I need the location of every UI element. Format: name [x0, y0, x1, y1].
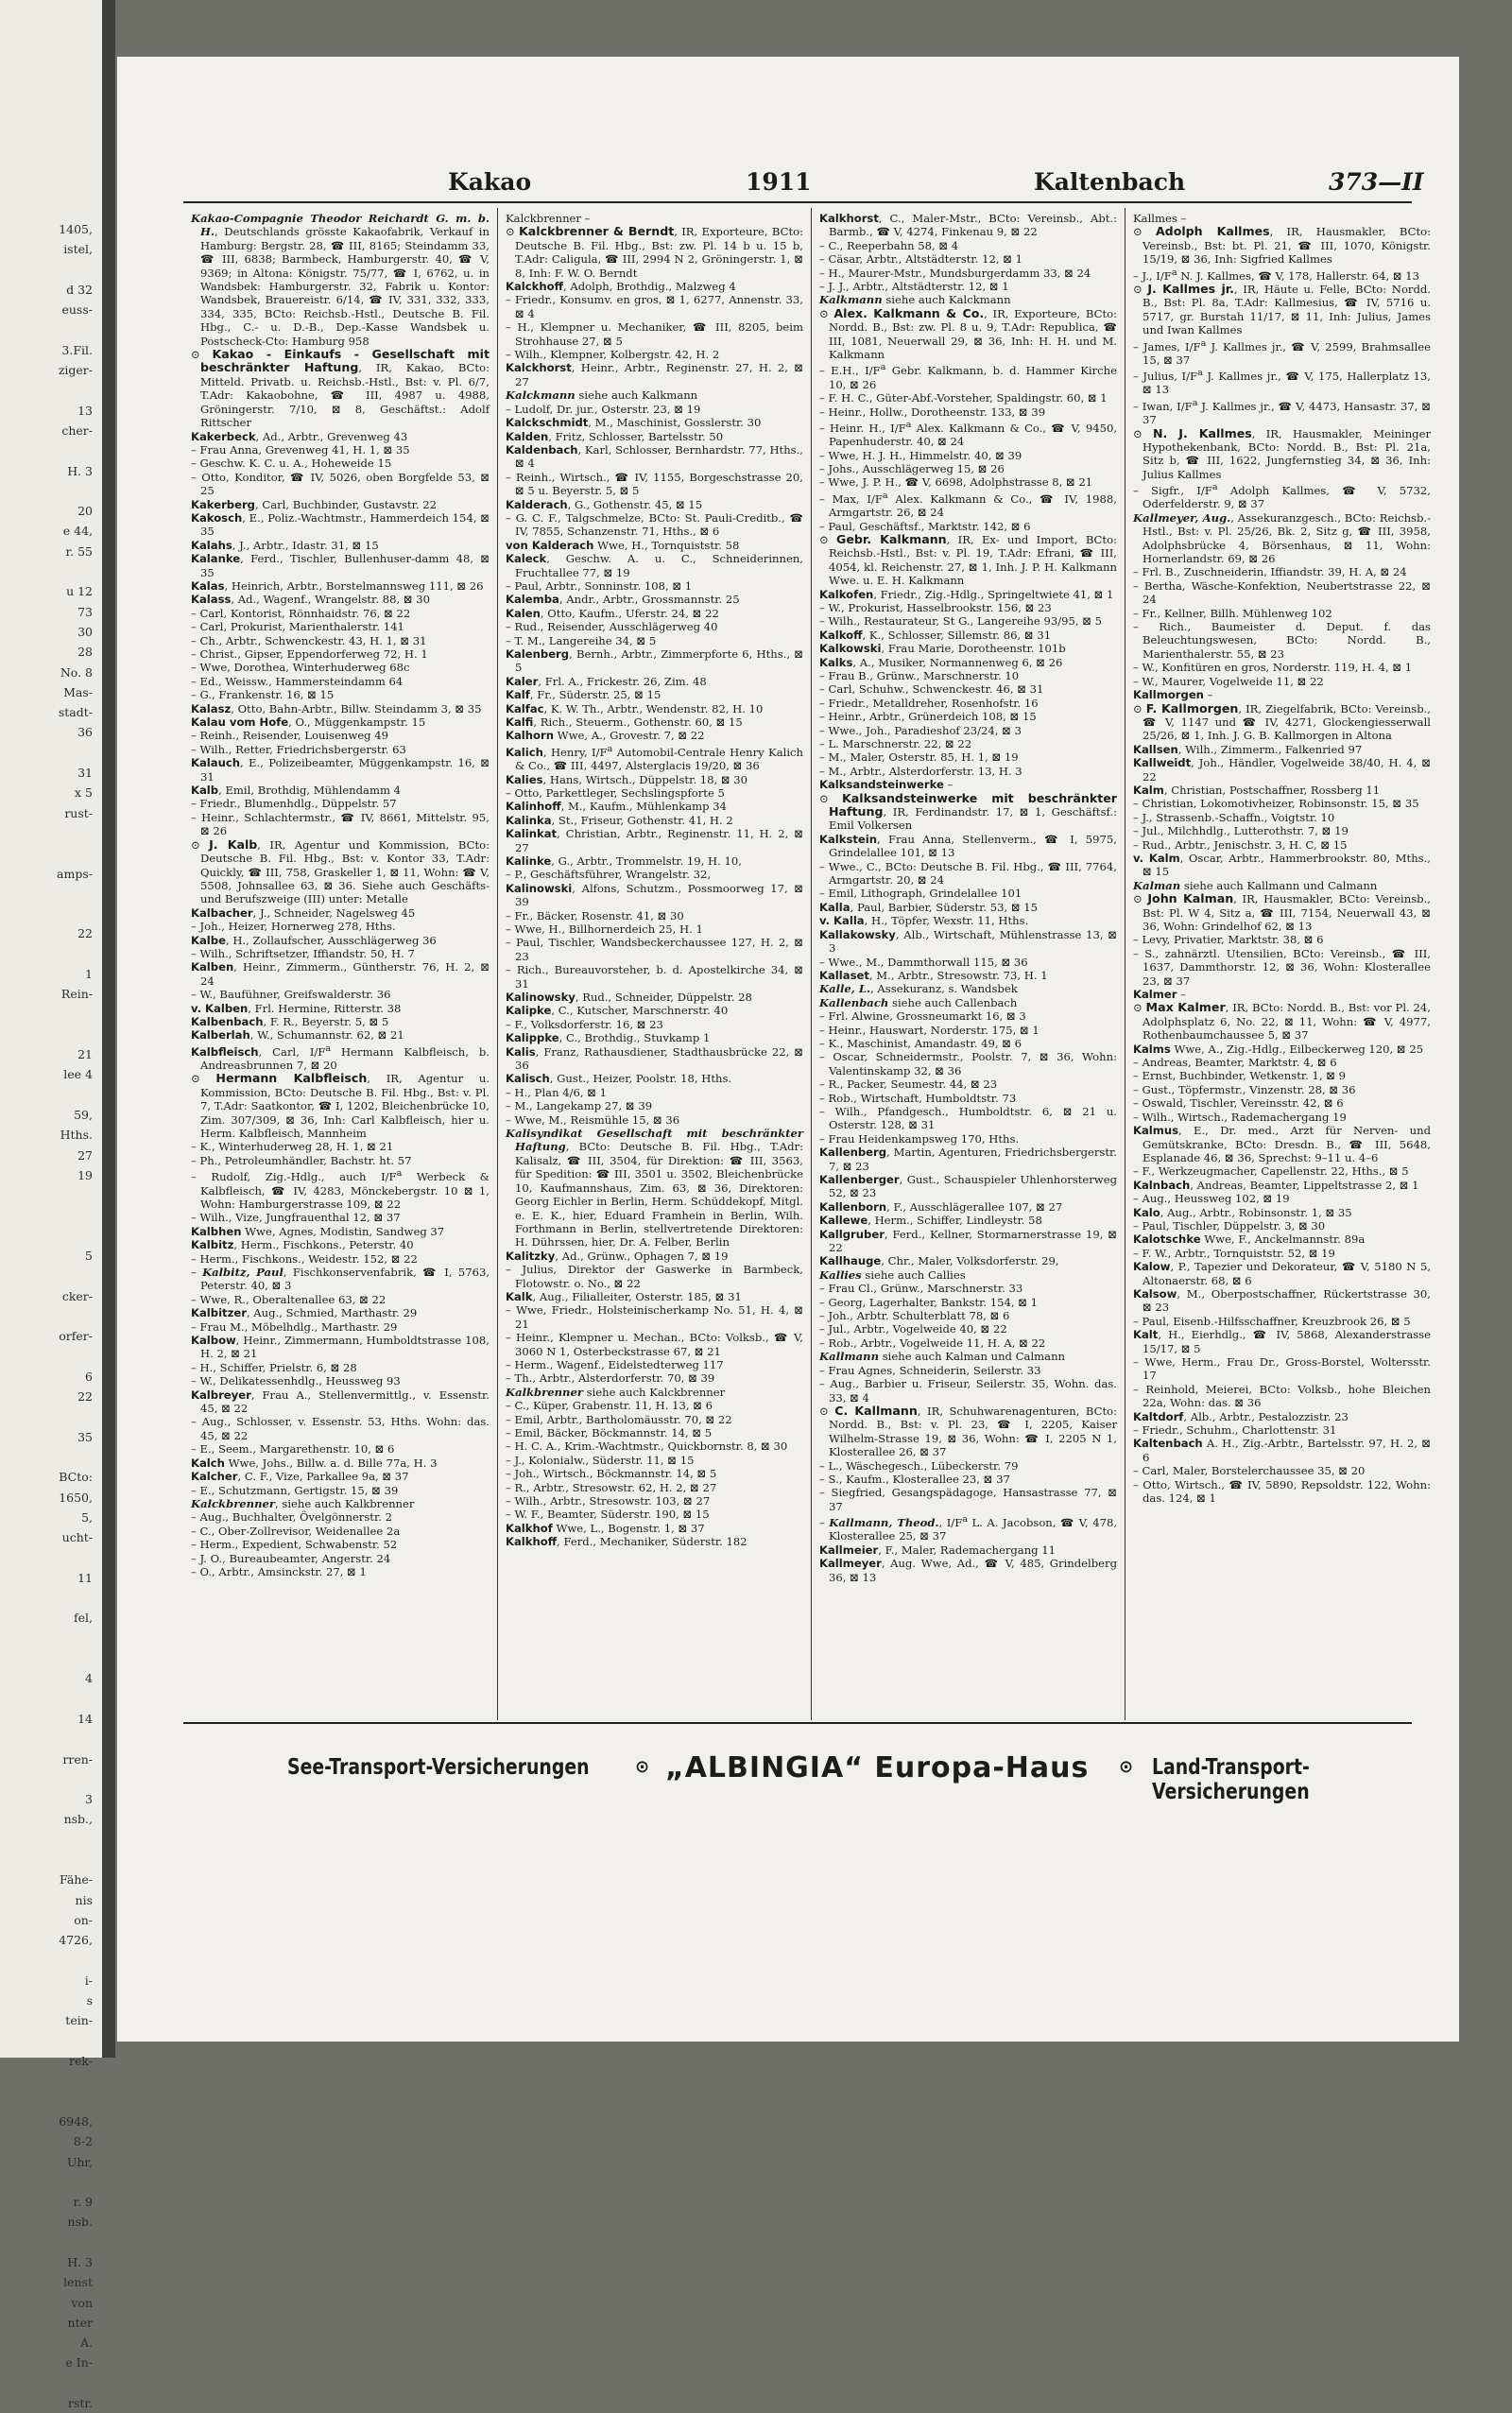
directory-entry: – Emil, Lithograph, Grindelallee 101 [819, 887, 1022, 901]
page-number: 373—II [1329, 168, 1424, 196]
directory-entry: Kalderach, G., Gothenstr. 45, ⊠ 15 [506, 497, 703, 511]
directory-entry: – Gust., Töpfermstr., Vinzenstr. 28, ⊠ 36 [1133, 1082, 1356, 1096]
directory-entry: – L., Wäschegesch., Lübeckerstr. 79 [819, 1458, 1019, 1473]
directory-entry: ⊙ F. Kallmorgen, IR, Ziegelfabrik, BCto: Vereinsb., ☎ V, 1147 und ☎ IV, 4271, Glockengiesserwall 25/26, ⊠ 1, Inh. J. G. B. Kallmorgen in Altona [1133, 700, 1431, 743]
directory-entry: Kallmeyer, Aug. Wwe, Ad., ☎ V, 485, Grindelberg 36, ⊠ 13 [819, 1557, 1117, 1584]
directory-entry: – F. W., Arbtr., Tornquiststr. 52, ⊠ 19 [1133, 1246, 1335, 1260]
directory-entry: Kalkmann siehe auch Kalckmann [819, 293, 1011, 307]
directory-entry: Kallhauge, Chr., Maler, Volksdorferstr. 29, [819, 1254, 1059, 1268]
directory-entry: – Friedr., Schuhm., Charlottenstr. 31 [1133, 1423, 1337, 1438]
directory-entry: Kalben, Heinr., Zimmerm., Güntherstr. 76, H. 2, ⊠ 24 [191, 960, 490, 988]
directory-entry: – C., Ober-Zollrevisor, Weidenallee 2a [191, 1524, 401, 1538]
directory-entry: Kalhorn Wwe, A., Grovestr. 7, ⊠ 22 [506, 729, 705, 743]
directory-entry: Kallenberger, Gust., Schauspieler Uhlenhorsterweg 52, ⊠ 23 [819, 1173, 1117, 1200]
directory-entry: – C., Küper, Grabenstr. 11, H. 13, ⊠ 6 [506, 1399, 713, 1413]
directory-entry: Kalotschke Wwe, F., Anckelmannstr. 89a [1133, 1232, 1366, 1247]
directory-entry: Kalbfleisch, Carl, $I/F^a$ Hermann Kalbfleisch, b. Andreasbrunnen 7, ⊠ 20 [191, 1043, 490, 1073]
directory-entry: Kakerberg, Carl, Buchbinder, Gustavstr. 22 [191, 497, 438, 511]
directory-entry: Kallsen, Wilh., Zimmerm., Falkenried 97 [1133, 742, 1363, 756]
circle-dot-icon: ⊙ [635, 1757, 650, 1777]
directory-entry: ⊙ Max Kalmer, IR, BCto: Nordd. B., Bst: vor Pl. 24, Adolphsplatz 6, No. 22, ⊠ 11, Wohn: ☎ V, 4977, Rothenbaumchaussee 5, ⊠ 37 [1133, 1000, 1431, 1043]
directory-entry: – K., Winterhuderweg 28, H. 1, ⊠ 21 [191, 1140, 394, 1154]
directory-entry: – Aug., Schlosser, v. Essenstr. 53, Hths. Wohn: das. 45, ⊠ 22 [191, 1415, 490, 1442]
directory-entry: Kalckmann siehe auch Kalkmann [506, 388, 698, 403]
directory-entry: – P., Geschäftsführer, Wrangelstr. 32, [506, 868, 712, 882]
directory-entry: Kalkowski, Frau Marie, Dorotheenstr. 101b [819, 642, 1066, 656]
directory-entry: v. Kalben, Frl. Hermine, Ritterstr. 38 [191, 1001, 402, 1015]
directory-entry: Kalckschmidt, M., Maschinist, Gosslerstr. 30 [506, 416, 762, 430]
directory-entry: Kallies siehe auch Callies [819, 1267, 966, 1282]
directory-entry: – Herm., Fischkons., Weidestr. 152, ⊠ 22 [191, 1251, 418, 1266]
directory-entry: Kalberlah, W., Schumannstr. 62, ⊠ 21 [191, 1028, 404, 1043]
directory-entry: Kalbitz, Herm., Fischkons., Peterstr. 40 [191, 1238, 414, 1252]
directory-entry: Kalckbrenner, siehe auch Kalkbrenner [191, 1496, 415, 1510]
column-1 [183, 208, 497, 1720]
directory-entry: Kalfi, Rich., Steuerm., Gothenstr. 60, ⊠ 15 [506, 715, 743, 730]
directory-entry: Kalow, P., Tapezier und Dekorateur, ☎ V, 5180 N 5, Altonaerstr. 68, ⊠ 6 [1133, 1260, 1431, 1287]
directory-entry: Kalkhoff, Ferd., Mechaniker, Süderstr. 182 [506, 1535, 747, 1549]
directory-entry: Kalsow, M., Oberpostschaffner, Rückertstrasse 30, ⊠ 23 [1133, 1286, 1431, 1315]
directory-columns [183, 208, 1440, 1720]
directory-entry: Kakosch, E., Poliz.-Wachtmstr., Hammerdeich 154, ⊠ 35 [191, 510, 490, 539]
directory-entry: Kalisch, Gust., Heizer, Poolstr. 18, Hths. [506, 1072, 732, 1086]
directory-entry: – Heinr., Hauswart, Norderstr. 175, ⊠ 1 [819, 1023, 1040, 1037]
directory-entry: – W. F., Beamter, Süderstr. 190, ⊠ 15 [506, 1508, 710, 1522]
directory-entry: ⊙ Kalckbrenner & Berndt, IR, Exporteure, BCto: Deutsche B. Fil. Hbg., Bst: zw. Pl. 14 b u. 15 b, T.Adr: Caligula, ☎ III, 2994 N 2, Gröningerstr. 1, ⊠ 8, Inh: F. W. O. Berndt [506, 224, 803, 280]
directory-entry: Kalinke, G., Arbtr., Trommelstr. 19, H. 10, [506, 853, 742, 868]
directory-entry: – Wwe, R., Oberaltenallee 63, ⊠ 22 [191, 1292, 387, 1306]
directory-entry: – H., Plan 4/6, ⊠ 1 [506, 1085, 608, 1099]
directory-entry: – W., Delikatessenhdlg., Heussweg 93 [191, 1374, 401, 1388]
directory-entry: Kalis, Franz, Rathausdiener, Stadthausbrücke 22, ⊠ 36 [506, 1044, 803, 1073]
directory-entry: Kalm, Christian, Postschaffner, Rossberg 11 [1133, 783, 1381, 797]
directory-entry: ⊙ Gebr. Kalkmann, IR, Ex- und Import, BCto: Reichsb.-Hstl., Bst: v. Pl. 19, T.Adr: Efrani, ☎ III, 4054, kl. Reichenstr. 27, ⊠ 1, Inh. J. P. H. Kalkmann Wwe. u. E. H. Kalkmann [819, 531, 1117, 588]
directory-entry: – H., Maurer-Mstr., Mundsburgerdamm 33, ⊠ 24 [819, 266, 1091, 280]
column-3 [811, 208, 1125, 1720]
header-right-keyword: Kaltenbach [1034, 168, 1186, 196]
directory-entry: – J. J., Arbtr., Altstädterstr. 12, ⊠ 1 [819, 280, 1009, 294]
directory-entry: – Siegfried, Gesangspädagoge, Hansastrasse 77, ⊠ 37 [819, 1486, 1117, 1513]
directory-entry: Kalo, Aug., Arbtr., Robinsonstr. 1, ⊠ 35 [1133, 1205, 1352, 1219]
directory-entry: – Frau Agnes, Schneiderin, Seilerstr. 33 [819, 1363, 1041, 1377]
previous-page-edge [0, 0, 105, 2411]
directory-entry: – Carl, Kontorist, Rönnhaidstr. 76, ⊠ 22 [191, 606, 411, 620]
directory-entry: – J., Kolonialw., Süderstr. 11, ⊠ 15 [506, 1453, 695, 1467]
directory-entry: ⊙ J. Kalb, IR, Agentur und Kommission, BCto: Deutsche B. Fil. Hbg., Bst: v. Kontor 33, T.Adr: Quickly, ☎ III, 758, Graskeller 1, ⊠ 11, Wohn: ☎ V, 5508, Johnsallee 63, ⊠ 36. Siehe auch Geschäfts- und Berufszweige (III) unter: Metalle [191, 836, 490, 906]
directory-entry: Kalas, Heinrich, Arbtr., Borstelmannsweg 111, ⊠ 26 [191, 578, 484, 593]
directory-entry: – Wwe, H. J. H., Himmelstr. 40, ⊠ 39 [819, 448, 1022, 462]
directory-entry: – Joh., Heizer, Hornerweg 278, Hths. [191, 920, 396, 934]
directory-entry: – Rud., Reisender, Ausschlägerweg 40 [506, 620, 718, 634]
footer-rule [183, 1722, 1412, 1724]
directory-entry: Kalahs, J., Arbtr., Idastr. 31, ⊠ 15 [191, 538, 379, 552]
directory-entry: – Carl, Schuhw., Schwenckestr. 46, ⊠ 31 [819, 682, 1044, 697]
directory-entry: Kaltdorf, Alb., Arbtr., Pestalozzistr. 23 [1133, 1409, 1349, 1423]
directory-entry: – Paul, Eisenb.-Hilfsschaffner, Kreuzbrook 26, ⊠ 5 [1133, 1314, 1411, 1328]
directory-entry: – Christ., Gipser, Eppendorferweg 72, H. 1 [191, 647, 428, 661]
directory-entry: Kalen, Otto, Kaufm., Uferstr. 24, ⊠ 22 [506, 606, 719, 620]
directory-entry: Kalkofen, Friedr., Zig.-Hdlg., Springeltwiete 41, ⊠ 1 [819, 587, 1114, 601]
directory-entry: Kalinhoff, M., Kaufm., Mühlenkamp 34 [506, 800, 727, 814]
directory-entry: – J., Strassenb.-Schaffn., Voigtstr. 10 [1133, 810, 1335, 824]
directory-entry: – Carl, Prokurist, Marienthalerstr. 141 [191, 620, 404, 634]
directory-entry: – Wilh., Klempner, Kolbergstr. 42, H. 2 [506, 348, 720, 362]
directory-entry: – Ernst, Buchbinder, Wetkenstr. 1, ⊠ 9 [1133, 1069, 1347, 1083]
directory-entry: – E., Schutzmann, Gertigstr. 15, ⊠ 39 [191, 1483, 399, 1497]
directory-entry: – Paul, Geschäftsf., Marktstr. 142, ⊠ 6 [819, 519, 1031, 533]
directory-entry: Kalbitzer, Aug., Schmied, Marthastr. 29 [191, 1306, 418, 1320]
directory-entry: – Wwe, Friedr., Holsteinischerkamp No. 51, H. 4, ⊠ 21 [506, 1303, 803, 1331]
directory-entry: – F. H. C., Güter-Abf.-Vorsteher, Spaldingstr. 60, ⊠ 1 [819, 391, 1108, 405]
header-rule [183, 201, 1412, 203]
directory-entry: Kalenberg, Bernh., Arbtr., Zimmerpforte 6, Hths., ⊠ 5 [506, 647, 803, 675]
previous-page-fragments: 1405, istel, d 32 euss- 3.Fil. ziger- 13 cher- H. 3 20 e 44, r. 55 u 12 73 30 28 No. 8 Mas- stadt- 36 31 x 5 rust- amps- 22 1 Rein- 21 lee 4 59, Hths. 27 19 5 cker- orfer- 6 22 35 BCto: 1650, 5, ucht- 11 fel, 4 14 rren- 3 nsb., Fähe- nis on- 4726, i- s tein- rek- 6948, 8-2 Uhr, r. 9 nsb. H. 3 lenst von nter A. e In- rstr. [57, 222, 93, 2411]
directory-entry: Kallenbach siehe auch Callenbach [819, 995, 1018, 1009]
directory-entry: Kallaset, M., Arbtr., Stresowstr. 73, H. 1 [819, 968, 1048, 982]
directory-entry: – O., Arbtr., Amsinckstr. 27, ⊠ 1 [191, 1564, 367, 1578]
directory-entry: – H. C. A., Krim.-Wachtmstr., Quickbornstr. 8, ⊠ 30 [506, 1439, 788, 1454]
directory-entry: Kalanke, Ferd., Tischler, Bullenhuser-damm 48, ⊠ 35 [191, 552, 490, 579]
directory-entry: Kalkhorst, C., Maler-Mstr., BCto: Vereinsb., Abt.: Barmb., ☎ V, 4274, Finkenau 9, ⊠ 22 [819, 212, 1117, 239]
directory-entry: – Georg, Lagerhalter, Bankstr. 154, ⊠ 1 [819, 1295, 1039, 1309]
directory-entry: – Carl, Maler, Borstelerchaussee 35, ⊠ 20 [1133, 1464, 1366, 1478]
directory-page [115, 57, 1459, 2042]
directory-entry: Kalinowski, Alfons, Schutzm., Possmoorweg 17, ⊠ 39 [506, 881, 803, 909]
directory-entry: v. Kalla, H., Töpfer, Wexstr. 11, Hths. [819, 914, 1029, 928]
directory-entry: Kaleck, Geschw. A. u. C., Schneiderinnen, Fruchtallee 77, ⊠ 19 [506, 552, 803, 579]
directory-entry: – Aug., Barbier u. Friseur, Seilerstr. 35, Wohn. das. 33, ⊠ 4 [819, 1377, 1117, 1405]
directory-entry: – Th., Arbtr., Alsterdorferstr. 70, ⊠ 39 [506, 1371, 715, 1386]
directory-entry: – Paul, Tischler, Wandsbeckerchaussee 127, H. 2, ⊠ 23 [506, 936, 803, 963]
directory-entry: Kalch Wwe, Johs., Billw. a. d. Bille 77a, H. 3 [191, 1456, 438, 1470]
directory-entry: Kalman siehe auch Kallmann und Calmann [1133, 878, 1378, 892]
directory-entry: – F., Volksdorferstr. 16, ⊠ 23 [506, 1017, 663, 1031]
directory-entry: – Ed., Weissw., Hammersteindamm 64 [191, 674, 404, 688]
directory-entry: – L. Marschnerstr. 22, ⊠ 22 [819, 737, 972, 751]
footer-right-text: Land-Transport-Versicherungen [1152, 1755, 1310, 1804]
directory-entry: Kalnbach, Andreas, Beamter, Lippeltstrasse 2, ⊠ 1 [1133, 1178, 1419, 1192]
directory-entry: – R., Packer, Seumestr. 44, ⊠ 23 [819, 1077, 998, 1092]
directory-entry: – Jul., Arbtr., Vogelweide 40, ⊠ 22 [819, 1322, 1007, 1336]
directory-entry: – Wwe, J. P. H., ☎ V, 6698, Adolphstrasse 8, ⊠ 21 [819, 475, 1093, 490]
directory-entry: – Paul, Tischler, Düppelstr. 3, ⊠ 30 [1133, 1218, 1326, 1232]
directory-entry: Kalt, H., Eierhdlg., ☎ IV, 5868, Alexanderstrasse 15/17, ⊠ 5 [1133, 1328, 1431, 1355]
directory-entry: Kalich, Henry, $I/F^a$ Automobil-Centrale Henry Kalich & Co., ☎ III, 4497, Alsterglacis 19/20, ⊠ 36 [506, 743, 804, 773]
directory-entry: – Frl. Alwine, Grossneumarkt 16, ⊠ 3 [819, 1009, 1026, 1024]
directory-entry: Kallenberg, Martin, Agenturen, Friedrichsbergerstr. 7, ⊠ 23 [819, 1146, 1117, 1173]
directory-entry: – Joh., Wirtsch., Böckmannstr. 14, ⊠ 5 [506, 1467, 717, 1481]
directory-entry: Kallmeyer, Aug., Assekuranzgesch., BCto: Reichsb.-Hstl., Bst: v. Pl. 25/26, Bk. 2, Sitz g, ☎ III, 3958, Adolphsbrücke 4, Börsenhaus, ⊠ 11, Wohn: Hornerlandstr. 69, ⊠ 26 [1133, 510, 1432, 566]
directory-entry: Kalckhorst, Heinr., Arbtr., Reginenstr. 27, H. 2, ⊠ 27 [506, 361, 803, 388]
directory-entry: – Heinr., Arbtr., Grünerdeich 108, ⊠ 15 [819, 710, 1037, 724]
directory-entry: Kalksandsteinwerke – [819, 778, 954, 792]
directory-entry: – M., Arbtr., Alsterdorferstr. 13, H. 3 [819, 764, 1022, 778]
directory-entry: Kalbenbach, F. R., Beyerstr. 5, ⊠ 5 [191, 1014, 389, 1028]
directory-entry: Kallgruber, Ferd., Kellner, Stormarnerstrasse 19, ⊠ 22 [819, 1227, 1117, 1255]
directory-entry: von Kalderach Wwe, H., Tornquiststr. 58 [506, 538, 740, 552]
directory-entry: Kalies, Hans, Wirtsch., Düppelstr. 18, ⊠ 30 [506, 772, 747, 786]
advertisement-footer [117, 1751, 1459, 1804]
directory-entry: – Wwe., Joh., Paradieshof 23/24, ⊠ 3 [819, 723, 1022, 737]
directory-entry: – K., Maschinist, Amandastr. 49, ⊠ 6 [819, 1036, 1022, 1050]
directory-entry: – Frau Heidenkampsweg 170, Hths. [819, 1131, 1020, 1146]
directory-entry: ⊙ Adolph Kallmes, IR, Hausmakler, BCto: Vereinsb., Bst: bt. Pl. 21, ☎ III, 1070, Königstr. 15/19, ⊠ 36, Inh: Sigfried Kallmes [1133, 224, 1431, 267]
directory-entry: – Otto, Konditor, ☎ IV, 5026, oben Borgfelde 53, ⊠ 25 [191, 470, 490, 498]
directory-entry: – Wwe, H., Billhornerdeich 25, H. 1 [506, 922, 703, 936]
column-2 [497, 208, 811, 1720]
directory-entry: Kalitzky, Ad., Grünw., Ophagen 7, ⊠ 19 [506, 1249, 729, 1263]
directory-entry: – Wwe, Dorothea, Winterhuderweg 68c [191, 661, 410, 675]
directory-entry: – James, $I/F^a$ J. Kallmes jr., ☎ V, 2599, Brahmsallee 15, ⊠ 37 [1133, 337, 1431, 367]
directory-entry: – Cäsar, Arbtr., Altstädterstr. 12, ⊠ 1 [819, 252, 1022, 267]
directory-entry: – Christian, Lokomotivheizer, Robinsonstr. 15, ⊠ 35 [1133, 797, 1419, 811]
directory-entry: Kalauch, E., Polizeibeamter, Müggenkampstr. 16, ⊠ 31 [191, 756, 490, 784]
directory-entry: – Geschw. K. C. u. A., Hoheweide 15 [191, 457, 392, 471]
directory-entry: – Joh., Arbtr. Schulterblatt 78, ⊠ 6 [819, 1309, 1010, 1323]
directory-entry: Kallmann siehe auch Kalman und Calmann [819, 1350, 1065, 1364]
directory-entry: Kalippke, C., Brothdig., Stuvkamp 1 [506, 1031, 711, 1045]
directory-entry: – Frl. B., Zuschneiderin, Iffiandstr. 39, H. A, ⊠ 24 [1133, 565, 1407, 579]
directory-entry: – Wilh., Pfandgesch., Humboldtstr. 6, ⊠ 21 u. Osterstr. 128, ⊠ 31 [819, 1104, 1117, 1132]
directory-entry: – F., Werkzeugmacher, Capellenstr. 22, Hths., ⊠ 5 [1133, 1164, 1409, 1179]
directory-entry: Kalk, Aug., Filialleiter, Osterstr. 185, ⊠ 31 [506, 1289, 742, 1303]
directory-entry: – Heinr., Schlachtermstr., ☎ IV, 8661, Mittelstr. 95, ⊠ 26 [191, 810, 490, 838]
directory-entry: Kalfac, K. W. Th., Arbtr., Wendenstr. 82, H. 10 [506, 701, 764, 715]
page-header [117, 168, 1459, 206]
directory-entry: – Wilh., Schriftsetzer, Iffiandstr. 50, H. 7 [191, 946, 415, 960]
directory-entry: – Heinr. H., $I/F^a$ Alex. Kalkmann & Co., ☎ V, 9450, Papenhuderstr. 40, ⊠ 24 [819, 419, 1118, 449]
directory-entry: Kalbe, H., Zollaufscher, Ausschlägerweg 36 [191, 933, 437, 947]
directory-entry: Kalisyndikat Gesellschaft mit beschränkter Haftung, BCto: Deutsche B. Fil. Hbg., T.Adr: Kalisalz, ☎ III, 3504, für Direktion: ☎ III, 3563, für Spedition: ☎ III, 3501 u. 3502, Bleichenbrücke 10, Kaufmannshaus, Zim. 63, ⊠ 36, Direktoren: Georg Eichler in Berlin, Herm. Schüddekopf, Mitgl. e. E. K., hier, Eduard Framhein in Berlin, Wilh. Forthmann in Berlin, stellvertretende Direktoren: H. Dührssen, hier, Dr. A. Felber, Berlin [506, 1127, 803, 1250]
directory-entry: Kallakowsky, Alb., Wirtschaft, Mühlenstrasse 13, ⊠ 3 [819, 927, 1117, 956]
directory-entry: – Oscar, Schneidermstr., Poolstr. 7, ⊠ 36, Wohn: Valentinskamp 32, ⊠ 36 [819, 1050, 1117, 1077]
directory-entry: – H., Schiffer, Prielstr. 6, ⊠ 28 [191, 1360, 357, 1374]
directory-entry: – Friedr., Blumenhdlg., Düppelstr. 57 [191, 797, 397, 811]
directory-entry: – Iwan, $I/F^a$ J. Kallmes jr., ☎ V, 4473, Hansastr. 37, ⊠ 37 [1133, 397, 1431, 427]
directory-entry: – Wwe., M., Dammthorwall 115, ⊠ 36 [819, 955, 1028, 969]
directory-entry: ⊙ Alex. Kalkmann & Co., IR, Exporteure, BCto: Nordd. B., Bst: zw. Pl. 8 u. 9, T.Adr: Republica, ☎ III, 1081, Neuerwall 29, ⊠ 36, Inh: H. H. und M. Kalkmann [819, 305, 1117, 362]
directory-entry: – E.H., $I/F^a$ Gebr. Kalkmann, b. d. Hammer Kirche 10, ⊠ 26 [819, 362, 1117, 391]
directory-entry: – Jul., Milchhdlg., Lutterothstr. 7, ⊠ 19 [1133, 824, 1349, 838]
directory-entry: ⊙ John Kalman, IR, Hausmakler, BCto: Vereinsb., Bst: Pl. W 4, Sitz a, ☎ III, 7154, Neuerwall 43, ⊠ 36, Wohn: Grindelhof 62, ⊠ 13 [1133, 891, 1431, 934]
directory-entry: Kalden, Fritz, Schlosser, Bartelsstr. 50 [506, 429, 724, 443]
directory-entry: Kalla, Paul, Barbier, Süderstr. 53, ⊠ 15 [819, 900, 1039, 914]
directory-entry: Kalb, Emil, Brothdig, Mühlendamm 4 [191, 784, 402, 798]
directory-entry: – Julius, Direktor der Gaswerke in Barmbeck, Flotowstr. o. No., ⊠ 22 [506, 1263, 803, 1290]
directory-entry: – W., Maurer, Vogelweide 11, ⊠ 22 [1133, 674, 1324, 688]
header-left-keyword: Kakao [448, 168, 532, 196]
directory-entry: Kallmeier, F., Maler, Rademachergang 11 [819, 1543, 1057, 1557]
directory-entry: Kaltenbach A. H., Zig.-Arbtr., Bartelsstr. 97, H. 2, ⊠ 6 [1133, 1437, 1431, 1464]
directory-entry: – E., Seem., Margarethenstr. 10, ⊠ 6 [191, 1442, 395, 1456]
column-4 [1125, 208, 1438, 1720]
directory-entry: Kalemba, Andr., Arbtr., Grossmannstr. 25 [506, 593, 740, 607]
directory-entry: – Wilh., Restaurateur, St G., Langereihe 93/95, ⊠ 5 [819, 614, 1103, 629]
directory-entry: Kalinowsky, Rud., Schneider, Düppelstr. 28 [506, 991, 752, 1005]
directory-entry: – Rob., Wirtschaft, Humboldtstr. 73 [819, 1091, 1017, 1105]
directory-entry: – R., Arbtr., Stresowstr. 62, H. 2, ⊠ 27 [506, 1480, 717, 1494]
directory-entry: Kalbreyer, Frau A., Stellenvermittlg., v. Essenstr. 45, ⊠ 22 [191, 1387, 490, 1416]
directory-entry: – T. M., Langereihe 34, ⊠ 5 [506, 633, 657, 647]
directory-entry: Kakao-Compagnie Theodor Reichardt G. m. b. H., Deutschlands grösste Kakaofabrik, Verkauf in Hamburg: Bergstr. 28, ☎ III, 8165; Steindamm 33, ☎ III, 6838; Barmbeck, Hamburgerstr. 40, ☎ V, 9369; in Altona: Königstr. 75/77, ☎ I, 6762, u. in Wandsbek: Hamburgerstr. 32, Fabrik u. Kontor: Wandsbek, Brauereistr. 6/14, ☎ IV, 331, 332, 333, 334, 335, BCto: Reichsb.-Hstl., Deutsche B. Fil. Hbg., C.- u. D.-B., Dep.-Kasse Wandsbek u. Postscheck-Cto: Hamburg 958 [191, 212, 490, 348]
directory-entry: – Frau M., Möbelhdlg., Marthastr. 29 [191, 1319, 398, 1334]
directory-entry: ⊙ C. Kallmann, IR, Schuhwarenagenturen, BCto: Nordd. B., Bst: v. Pl. 23, ☎ I, 2205, Kaiser Wilhelm-Strasse 19, ⊠ 36, Wohn: ☎ I, 2205 N 1, Klosterallee 26, ⊠ 37 [819, 1403, 1118, 1459]
book-gutter [102, 0, 115, 2058]
directory-entry: Kalasz, Otto, Bahn-Arbtr., Billw. Steindamm 3, ⊠ 35 [191, 701, 482, 715]
footer-center-text: „ALBINGIA“ Europa-Haus [665, 1751, 1090, 1784]
directory-entry: Kalass, Ad., Wagenf., Wrangelstr. 88, ⊠ 30 [191, 593, 430, 607]
directory-entry: – Andreas, Beamter, Marktstr. 4, ⊠ 6 [1133, 1056, 1337, 1070]
directory-entry: – J. O., Bureaubeamter, Angerstr. 24 [191, 1551, 391, 1565]
directory-entry: – Reinh., Wirtsch., ☎ IV, 1155, Borgeschstrasse 20, ⊠ 5 u. Beyerstr. 5, ⊠ 5 [506, 470, 803, 498]
directory-entry: – Ludolf, Dr. jur., Osterstr. 23, ⊠ 19 [506, 402, 701, 416]
directory-entry: – Emil, Bäcker, Böckmannstr. 14, ⊠ 5 [506, 1426, 713, 1440]
directory-entry: – G., Frankenstr. 16, ⊠ 15 [191, 688, 335, 702]
directory-entry: Kallmorgen – [1133, 688, 1213, 702]
directory-entry: – Heinr., Hollw., Dorotheenstr. 133, ⊠ 39 [819, 405, 1046, 419]
directory-entry: – Kallmann, Theod., $I/F^a$ L. A. Jacobson, ☎ V, 478, Klosterallee 25, ⊠ 37 [819, 1514, 1118, 1543]
directory-entry: – Julius, $I/F^a$ J. Kallmes jr., ☎ V, 175, Hallerplatz 13, ⊠ 13 [1133, 368, 1431, 397]
directory-entry: – M., Langekamp 27, ⊠ 39 [506, 1099, 653, 1113]
directory-entry: Kalckhoff, Adolph, Brothdig., Malzweg 4 [506, 280, 736, 294]
directory-entry: Kalbow, Heinr., Zimmermann, Humboldtstrasse 108, H. 2, ⊠ 21 [191, 1334, 490, 1361]
directory-entry: Kaldenbach, Karl, Schlosser, Bernhardstr. 77, Hths., ⊠ 4 [506, 442, 803, 471]
directory-entry: Kalks, A., Musiker, Normannenweg 6, ⊠ 26 [819, 655, 1063, 669]
directory-entry: – Wilh., Arbtr., Stresowstr. 103, ⊠ 27 [506, 1494, 711, 1508]
directory-entry: – Ph., Petroleumhändler, Bachstr. ht. 57 [191, 1153, 412, 1167]
directory-entry: – Herm., Wagenf., Eidelstedterweg 117 [506, 1357, 724, 1371]
directory-entry: Kalf, Fr., Süderstr. 25, ⊠ 15 [506, 688, 662, 702]
directory-entry: – W., Prokurist, Hasselbrookstr. 156, ⊠ 23 [819, 600, 1052, 614]
directory-entry: Kalipke, C., Kutscher, Marschnerstr. 40 [506, 1004, 729, 1018]
directory-entry: – Herm., Expedient, Schwabenstr. 52 [191, 1538, 398, 1552]
directory-entry: Kalkstein, Frau Anna, Stellenverm., ☎ I, 5975, Grindelallee 101, ⊠ 13 [819, 832, 1117, 860]
directory-entry: Kallewe, Herm., Schiffer, Lindleystr. 58 [819, 1214, 1042, 1228]
directory-entry: – H., Klempner u. Mechaniker, ☎ III, 8205, beim Strohhause 27, ⊠ 5 [506, 320, 803, 348]
directory-entry: – Ch., Arbtr., Schwenckestr. 43, H. 1, ⊠ 31 [191, 633, 427, 647]
directory-entry: Kalkbrenner siehe auch Kalckbrenner [506, 1385, 726, 1399]
directory-entry: Kakerbeck, Ad., Arbtr., Grevenweg 43 [191, 429, 408, 443]
directory-entry: Kalinka, St., Friseur, Gothenstr. 41, H. 2 [506, 813, 733, 827]
directory-entry: Kalle, L., Assekuranz, s. Wandsbek [819, 982, 1018, 996]
directory-entry: ⊙ Kalksandsteinwerke mit beschränkter Haftung, IR, Ferdinandstr. 17, ⊠ 1, Geschäftsf.: Emil Volkersen [819, 790, 1117, 833]
directory-entry: – S., Kaufm., Klosterallee 23, ⊠ 37 [819, 1472, 1010, 1486]
footer-left-text: See-Transport-Versicherungen [287, 1755, 590, 1780]
directory-entry: Kallenborn, F., Ausschlägerallee 107, ⊠ 27 [819, 1199, 1063, 1214]
directory-entry: Kalkoff, K., Schlosser, Sillemstr. 86, ⊠ 31 [819, 628, 1052, 642]
directory-entry: Kalms Wwe, A., Zig.-Hdlg., Eilbeckerweg 120, ⊠ 25 [1133, 1042, 1424, 1056]
directory-entry: – Paul, Arbtr., Sonninstr. 108, ⊠ 1 [506, 578, 693, 593]
directory-entry: – Frau Cl., Grünw., Marschnerstr. 33 [819, 1282, 1023, 1296]
directory-entry: Kalbhen Wwe, Agnes, Modistin, Sandweg 37 [191, 1224, 445, 1238]
directory-entry: – Wwe, Herm., Frau Dr., Gross-Borstel, Woltersstr. 17 [1133, 1355, 1431, 1383]
directory-entry: Kalkhof Wwe, L., Bogenstr. 1, ⊠ 37 [506, 1521, 705, 1535]
circle-dot-icon: ⊙ [1119, 1757, 1134, 1777]
directory-entry: – Aug., Heussweg 102, ⊠ 19 [1133, 1192, 1290, 1206]
directory-entry: Kalmus, E., Dr. med., Arzt für Nerven- und Gemütskranke, BCto: Dresdn. B., ☎ III, 5648, Esplanade 46, ⊠ 36, Sprechst: 9–11 u. 4–6 [1133, 1124, 1431, 1164]
header-year: 1911 [746, 168, 812, 196]
directory-entry: – Frau B., Grünw., Marschnerstr. 10 [819, 668, 1020, 682]
directory-entry: ⊙ J. Kallmes jr., IR, Häute u. Felle, BCto: Nordd. B., Bst: Pl. 8a, T.Adr: Kallmesius, ☎ IV, 5716 u. 5717, gr. Burstah 11/17, ⊠ 11, Inh: Julius, James und Iwan Kallmes [1133, 281, 1431, 337]
directory-entry: Kalckbrenner – [506, 212, 591, 225]
directory-entry: – Rob., Arbtr., Vogelweide 11, H. A, ⊠ 22 [819, 1336, 1046, 1350]
directory-entry: – Oswald, Tischler, Vereinsstr. 42, ⊠ 6 [1133, 1096, 1344, 1111]
directory-entry: – Aug., Buchhalter, Övelgönnerstr. 2 [191, 1510, 392, 1525]
directory-entry: – Wwe, M., Reismühle 15, ⊠ 36 [506, 1112, 680, 1127]
directory-entry: – Wwe., C., BCto: Deutsche B. Fil. Hbg., ☎ III, 7764, Armgartstr. 20, ⊠ 24 [819, 859, 1117, 888]
directory-entry: – Reinh., Reisender, Louisenweg 49 [191, 729, 389, 743]
directory-entry: Kallmes – [1133, 212, 1187, 225]
directory-entry: Kalau vom Hofe, O., Müggenkampstr. 15 [191, 715, 426, 730]
directory-entry: – Otto, Parkettleger, Sechslingspforte 5 [506, 785, 725, 800]
directory-entry: – Emil, Arbtr., Bartholomäusstr. 70, ⊠ 22 [506, 1412, 732, 1426]
directory-entry: – Sigfr., $I/F^a$ Adolph Kallmes, ☎ V, 5732, Oderfelderstr. 9, ⊠ 37 [1133, 482, 1431, 511]
directory-entry: – S., zahnärztl. Utensilien, BCto: Vereinsb., ☎ III, 1637, Dammthorstr. 12, ⊠ 36, Wohn: Klosterallee 23, ⊠ 37 [1133, 946, 1431, 988]
directory-entry: – Otto, Wirtsch., ☎ IV, 5890, Repsoldstr. 122, Wohn: das. 124, ⊠ 1 [1133, 1477, 1431, 1506]
directory-entry: ⊙ N. J. Kallmes, IR, Hausmakler, Meininger Hypothekenbank, BCto: Nordd. B., Bst: Pl. 21a, Sitz b, ☎ III, 1622, Jungfernstieg 34, ⊠ 36, Inh: Julius Kallmes [1133, 425, 1431, 481]
directory-entry: – Levy, Privatier, Marktstr. 38, ⊠ 6 [1133, 933, 1324, 947]
directory-entry: – Johs., Ausschlägerweg 15, ⊠ 26 [819, 462, 1005, 476]
directory-entry: – Friedr., Konsumv. en gros, ⊠ 1, 6277, Annenstr. 33, ⊠ 4 [506, 293, 803, 320]
directory-entry: – C., Reeperbahn 58, ⊠ 4 [819, 238, 959, 252]
directory-entry: – Rud., Arbtr., Jenischstr. 3, H. C, ⊠ 15 [1133, 837, 1348, 852]
directory-entry: Kalbacher, J., Schneider, Nagelsweg 45 [191, 905, 416, 920]
directory-entry: – Kalbitz, Paul, Fischkonservenfabrik, ☎ I, 5763, Peterstr. 40, ⊠ 3 [191, 1266, 490, 1293]
directory-entry: – Frau Anna, Grevenweg 41, H. 1, ⊠ 35 [191, 442, 410, 457]
directory-entry: – Rich., Bureauvorsteher, b. d. Apostelkirche 34, ⊠ 31 [506, 963, 803, 991]
directory-entry: Kalmer – [1133, 988, 1186, 1002]
directory-entry: – J., $I/F^a$ N. J. Kallmes, ☎ V, 178, Hallerstr. 64, ⊠ 13 [1133, 267, 1420, 283]
directory-entry: – Fr., Bäcker, Rosenstr. 41, ⊠ 30 [506, 908, 684, 922]
directory-entry: ⊙ Hermann Kalbfleisch, IR, Agentur u. Kommission, BCto: Deutsche B. Fil. Hbg., Bst: v. Pl. 7, T.Adr: Saatkontor, ☎ I, 1202, Bleichenbrücke 10, Zim. 307/309, ⊠ 36, Inh: Carl Kalbfleisch, hier u. Herm. Kalbfleisch, Mannheim [191, 1071, 490, 1141]
directory-entry: – Bertha, Wäsche-Konfektion, Neubertstrasse 22, ⊠ 24 [1133, 578, 1431, 607]
directory-entry: – Fr., Kellner, Billh. Mühlenweg 102 [1133, 606, 1332, 620]
directory-entry: Kalcher, C. F., Vize, Parkallee 9a, ⊠ 37 [191, 1470, 409, 1484]
directory-entry: ⊙ Kakao - Einkaufs - Gesellschaft mit beschränkter Haftung, IR, Kakao, BCto: Mitteld. Privatb. u. Reichsb.-Hstl., Bst: v. Pl. 6/7, T.Adr: Kakaobohne, ☎ III, 4987 u. 4988, Gröningerstr. 7/10, ⊠ 8, Geschäftst.: Adolf Rittscher [191, 347, 490, 430]
directory-entry: – Wilh., Retter, Friedrichsbergerstr. 63 [191, 742, 406, 756]
directory-entry: – W., Konfitüren en gros, Norderstr. 119, H. 4, ⊠ 1 [1133, 661, 1413, 675]
directory-entry: – Friedr., Metalldreher, Rosenhofstr. 16 [819, 696, 1039, 710]
directory-entry: – W., Baufühner, Greifswalderstr. 36 [191, 988, 391, 1002]
directory-entry: – Reinhold, Meierei, BCto: Volksb., hohe Bleichen 22a, Wohn: das. ⊠ 36 [1133, 1382, 1431, 1410]
directory-entry: – M., Maler, Osterstr. 85, H. 1, ⊠ 19 [819, 750, 1019, 765]
directory-entry: – Wilh., Vize, Jungfrauenthal 12, ⊠ 37 [191, 1211, 401, 1225]
directory-entry: – Rudolf, Zig.-Hdlg., auch $I/F^a$ Werbeck & Kalbfleisch, ☎ IV, 4283, Mönckebergstr. 10 ⊠ 1, Wohn: Hamburgerstrasse 109, ⊠ 22 [191, 1168, 490, 1211]
directory-entry: – Max, $I/F^a$ Alex. Kalkmann & Co., ☎ IV, 1988, Armgartstr. 26, ⊠ 24 [819, 490, 1117, 520]
directory-entry: – Heinr., Klempner u. Mechan., BCto: Volksb., ☎ V, 3060 N 1, Osterbeckstrasse 67, ⊠ 21 [506, 1331, 803, 1358]
directory-entry: Kaler, Frl. A., Frickestr. 26, Zim. 48 [506, 674, 707, 688]
directory-entry: – G. C. F., Talgschmelze, BCto: St. Pauli-Creditb., ☎ IV, 7855, Schanzenstr. 71, Hths., ⊠ 6 [506, 510, 803, 539]
directory-entry: Kallweidt, Joh., Händler, Vogelweide 38/40, H. 4, ⊠ 22 [1133, 756, 1431, 784]
directory-entry: – Rich., Baumeister d. Deput. f. das Beleuchtungswesen, BCto: Nordd. B., Marienthalerstr. 55, ⊠ 23 [1133, 620, 1431, 661]
directory-entry: – Wilh., Wirtsch., Rademachergang 19 [1133, 1110, 1347, 1124]
directory-entry: v. Kalm, Oscar, Arbtr., Hammerbrookstr. 80, Mths., ⊠ 15 [1133, 851, 1431, 879]
directory-entry: Kalinkat, Christian, Arbtr., Reginenstr. 11, H. 2, ⊠ 27 [506, 827, 803, 854]
